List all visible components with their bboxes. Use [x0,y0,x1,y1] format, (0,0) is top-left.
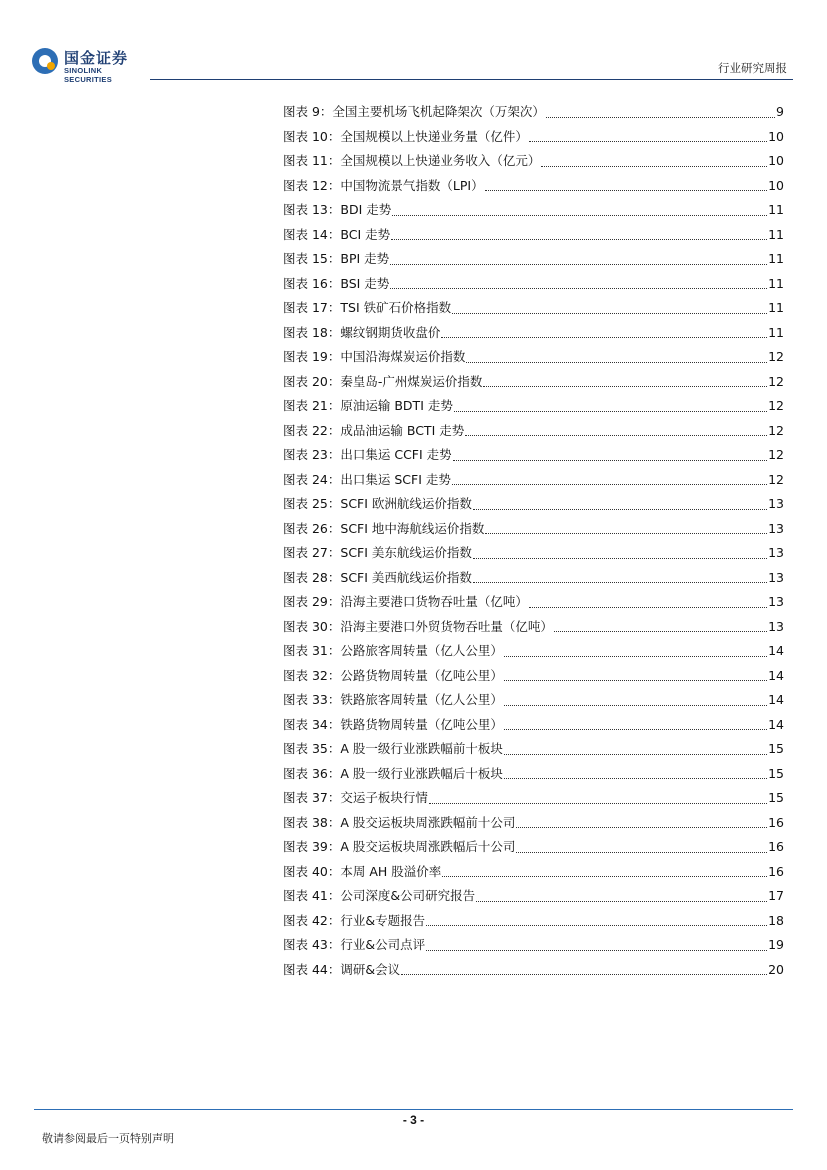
toc-entry-page: 20 [768,961,784,977]
toc-dot-leader [453,452,767,461]
toc-dot-leader [473,574,767,583]
toc-entry[interactable] [283,860,784,885]
toc-entry[interactable] [283,468,784,493]
disclaimer-text: 敬请参阅最后一页特别声明 [42,1132,174,1145]
toc-dot-leader [529,599,767,608]
toc-entry-label: 图表 10：全国规模以上快递业务量（亿件） [283,128,528,144]
toc-entry-page: 11 [768,275,784,291]
toc-entry[interactable] [283,958,784,983]
toc-entry-page: 12 [768,447,784,462]
toc-entry-page: 11 [768,324,784,340]
toc-entry-label: 图表 15：BPI 走势 [283,251,390,266]
toc-dot-leader [473,550,767,559]
toc-entry[interactable] [283,786,784,811]
toc-entry-page: 13 [768,545,784,560]
toc-entry-page: 19 [768,937,784,952]
toc-entry-label: 图表 31：公路旅客周转量（亿人公里） [283,643,503,658]
toc-dot-leader [452,305,767,314]
toc-entry[interactable] [283,272,784,297]
toc-entry[interactable] [283,492,784,517]
toc-entry-label: 图表 13：BDI 走势 [283,202,392,217]
toc-dot-leader [485,182,768,191]
toc-dot-leader [466,354,767,363]
toc-entry-page: 18 [768,912,784,928]
toc-dot-leader [483,378,767,387]
logo-mark-icon [32,48,58,74]
toc-entry-label: 图表 29：沿海主要港口货物吞吐量（亿吨） [283,594,528,609]
toc-dot-leader [504,648,767,657]
toc-entry[interactable] [283,174,784,199]
toc-dot-leader [441,329,767,338]
toc-entry[interactable] [283,198,784,223]
toc-entry[interactable] [283,541,784,566]
logo-english-name: SINOLINK SECURITIES [64,66,113,84]
toc-entry[interactable] [283,566,784,591]
toc-entry[interactable] [283,713,784,738]
toc-entry[interactable] [283,100,784,125]
toc-entry-page: 11 [768,202,784,217]
toc-entry-label: 图表 23：出口集运 CCFI 走势 [283,447,452,462]
toc-entry-label: 图表 35：A 股一级行业涨跌幅前十板块 [283,741,503,756]
toc-entry-page: 15 [768,790,784,805]
toc-entry-page: 13 [768,569,784,585]
toc-entry-page: 14 [768,643,784,658]
toc-dot-leader [516,844,767,853]
toc-entry-page: 16 [768,863,784,879]
toc-dot-leader [476,893,767,902]
toc-entry-page: 11 [768,251,784,266]
toc-entry[interactable] [283,639,784,664]
toc-entry-label: 图表 32：公路货物周转量（亿吨公里） [283,667,503,683]
toc-entry-page: 13 [768,618,784,634]
toc-entry-label: 图表 16：BSI 走势 [283,275,390,291]
toc-entry-page: 12 [768,373,784,389]
toc-entry-page: 10 [768,128,784,144]
toc-entry[interactable] [283,615,784,640]
toc-dot-leader [504,746,767,755]
toc-entry[interactable] [283,688,784,713]
toc-entry[interactable] [283,321,784,346]
company-logo [32,46,152,84]
toc-entry[interactable] [283,370,784,395]
toc-entry[interactable] [283,811,784,836]
toc-entry-label: 图表 21：原油运输 BDTI 走势 [283,398,453,413]
toc-entry[interactable] [283,835,784,860]
toc-dot-leader [504,697,767,706]
toc-entry-label: 图表 33：铁路旅客周转量（亿人公里） [283,692,503,707]
toc-entry-label: 图表 30：沿海主要港口外贸货物吞吐量（亿吨） [283,618,553,634]
toc-entry-label: 图表 37：交运子板块行情 [283,790,428,805]
logo-chinese-name: 国金证券 [64,49,129,67]
toc-entry[interactable] [283,884,784,909]
toc-entry-label: 图表 25：SCFI 欧洲航线运价指数 [283,496,472,511]
toc-entry-page: 14 [768,716,784,732]
toc-entry-label: 图表 40：本周 AH 股溢价率 [283,863,442,879]
toc-dot-leader [504,721,767,730]
toc-dot-leader [485,525,767,534]
toc-entry[interactable] [283,909,784,934]
toc-entry[interactable] [283,296,784,321]
toc-entry-page: 15 [768,741,784,756]
toc-entry-page: 11 [768,300,784,315]
toc-dot-leader [391,231,767,240]
toc-dot-leader [516,819,767,828]
toc-entry-page: 14 [768,667,784,683]
toc-entry-page: 13 [768,594,784,609]
toc-dot-leader [452,476,767,485]
toc-entry[interactable] [283,517,784,542]
toc-entry-label: 图表 34：铁路货物周转量（亿吨公里） [283,716,503,732]
toc-entry[interactable] [283,762,784,787]
toc-entry-label: 图表 38：A 股交运板块周涨跌幅前十公司 [283,814,516,830]
toc-entry-page: 11 [768,226,784,242]
toc-entry-label: 图表 22：成品油运输 BCTI 走势 [283,422,465,438]
toc-dot-leader [529,133,767,142]
toc-entry-label: 图表 39：A 股交运板块周涨跌幅后十公司 [283,839,516,854]
page-number: - 3 - [402,1113,425,1127]
page-header [0,0,827,84]
toc-dot-leader [465,427,767,436]
toc-dot-leader [473,501,767,510]
toc-dot-leader [390,280,767,289]
toc-entry[interactable] [283,664,784,689]
toc-entry-label: 图表 43：行业&公司点评 [283,937,426,952]
toc-dot-leader [554,623,767,632]
toc-entry-page: 15 [768,765,784,781]
toc-entry[interactable] [283,443,784,468]
toc-entry-label: 图表 17：TSI 铁矿石价格指数 [283,300,452,315]
toc-entry-page: 13 [768,496,784,511]
toc-dot-leader [392,207,767,216]
toc-entry-label: 图表 18：螺纹钢期货收盘价 [283,324,441,340]
toc-entry[interactable] [283,149,784,174]
toc-dot-leader [442,868,767,877]
toc-entry-label: 图表 9：全国主要机场飞机起降架次（万架次） [283,104,545,119]
report-type: 行业研究周报 [718,61,787,75]
toc-entry[interactable] [283,125,784,150]
toc-entry-label: 图表 27：SCFI 美东航线运价指数 [283,545,472,560]
toc-entry-page: 16 [768,814,784,830]
toc-dot-leader [541,158,767,167]
toc-entry-label: 图表 19：中国沿海煤炭运价指数 [283,349,466,364]
toc-entry-page: 12 [768,471,784,487]
toc-dot-leader [429,795,767,804]
toc-entry-page: 13 [768,520,784,536]
toc-entry[interactable] [283,345,784,370]
toc-entry-label: 图表 14：BCI 走势 [283,226,391,242]
table-of-figures [283,100,784,982]
toc-entry-label: 图表 11：全国规模以上快递业务收入（亿元） [283,153,541,168]
header-divider [150,79,793,80]
toc-entry-page: 9 [776,104,784,119]
toc-entry[interactable] [283,394,784,419]
toc-dot-leader [426,917,767,926]
toc-entry-page: 12 [768,349,784,364]
toc-entry[interactable] [283,247,784,272]
toc-entry-label: 图表 12：中国物流景气指数（LPI） [283,177,484,193]
toc-dot-leader [390,256,767,265]
toc-entry-label: 图表 36：A 股一级行业涨跌幅后十板块 [283,765,503,781]
toc-entry[interactable] [283,737,784,762]
toc-entry-label: 图表 44：调研&会议 [283,961,401,977]
toc-entry[interactable] [283,223,784,248]
toc-dot-leader [504,672,767,681]
toc-entry-page: 16 [768,839,784,854]
toc-dot-leader [454,403,767,412]
footer-divider [34,1109,793,1110]
toc-dot-leader [401,966,767,975]
toc-entry-page: 12 [768,398,784,413]
toc-entry-label: 图表 42：行业&专题报告 [283,912,426,928]
toc-entry-page: 17 [768,888,784,903]
toc-entry[interactable] [283,933,784,958]
toc-dot-leader [504,770,767,779]
toc-entry-label: 图表 24：出口集运 SCFI 走势 [283,471,451,487]
toc-entry-page: 14 [768,692,784,707]
toc-entry-page: 12 [768,422,784,438]
toc-entry[interactable] [283,590,784,615]
toc-entry-label: 图表 20：秦皇岛-广州煤炭运价指数 [283,373,483,389]
toc-entry-page: 10 [768,153,784,168]
toc-entry-label: 图表 28：SCFI 美西航线运价指数 [283,569,472,585]
toc-entry-page: 10 [768,177,784,193]
toc-dot-leader [426,942,767,951]
toc-dot-leader [546,109,775,118]
toc-entry-label: 图表 41：公司深度&公司研究报告 [283,888,476,903]
toc-entry[interactable] [283,419,784,444]
toc-entry-label: 图表 26：SCFI 地中海航线运价指数 [283,520,485,536]
